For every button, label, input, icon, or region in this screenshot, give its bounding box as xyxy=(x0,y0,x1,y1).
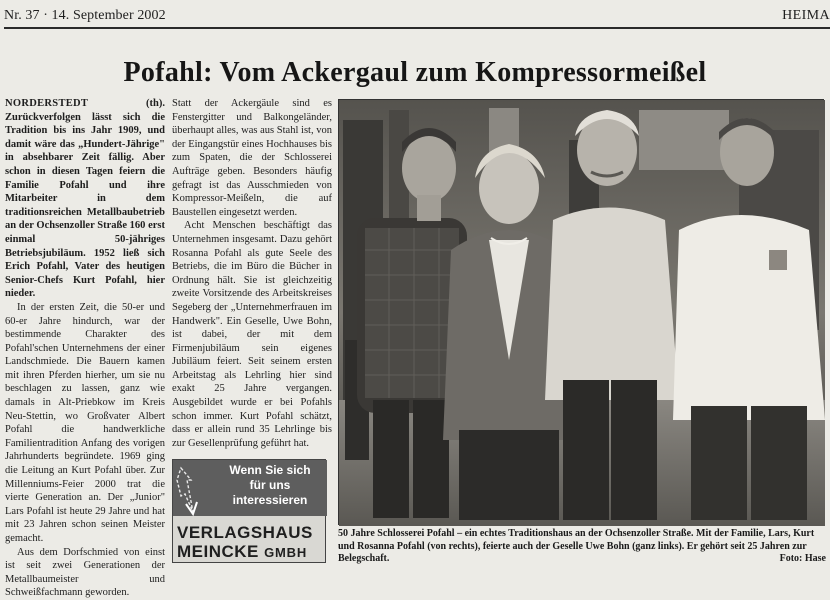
ad-brand-name: MEINCKE xyxy=(177,542,259,561)
arrow-down-icon xyxy=(175,466,213,516)
article-paragraph: Statt der Ackergäule sind es Fenstergitter und Balkongeländer, überhaupt alles, was aus Stahl ist, von der Eingangstür eines Hochhauses bis zum Spaten, die der Schlosserei Aufträge geben. Besonders häufig gefragt ist das Ausschmieden von Kompressor-Meißeln, die auf Baustellen eingesetzt werden. xyxy=(172,98,332,218)
article-paragraph: Acht Menschen beschäftigt das Unternehmen insgesamt. Dazu gehört Rosanna Pofahl als gute Seele des Betriebs, die im Büro die Bücher in Ordnung hält. Sie ist gleichzeitig zweite Vorsitzende des Arbeitskreises Segeberg der „Unternehmerfrauen im Handwerk". Ein Geselle, Uwe Bohn, ist dabei, der mit dem Firmenjubiläum sein eigenes Jubiläum feiert. Seit seinem ersten Arbeitstag als Lehrling hier sind exakt 25 Jahre vergangen. Ausgebildet wurde er bei Pofahls schon immer. Kurt Pofahl schätzt, dass er allein rund 35 Lehrlinge bis zur Gesellenprüfung geführt hat. xyxy=(172,220,332,449)
photo-illustration xyxy=(339,100,825,526)
photo-caption xyxy=(338,528,826,566)
ad-brand-line: VERLAGSHAUS xyxy=(177,523,313,542)
article-paragraph: In der ersten Zeit, die 50-er und 60-er Jahre hindurch, war der bestimmende Charakter des Pofahl'schen Unternehmens der einer Landschmiede. Die Bauern kamen mit ihren Pferden hierher, um sie nu beschlagen zu lassen, ganz wie damals in Alt-Priebkow im Kreis Neu-Stettin, wo Großvater Albert Pofahl die handwerkliche Familientradition Anfang des vorigen Jahrhunderts begründete. 1969 ging die Leitung an Kurt Pofahl über. Zur Millenniums-Feier 2000 trat die vierte Generation an. Der „Junior" Lars Pofahl ist heute 29 Jahre und hat mit 23 Jahren schon seinen Meister gemacht. xyxy=(5,301,165,544)
ad-brand-suffix: GMBH xyxy=(264,545,308,560)
lead-text: (th). Zurückverfolgen lässt sich die Tradition bis ins Jahr 1909, und damit wäre das „Hundert-Jährige" in absehbarer Zeit fällig. Aber schon in diesen Tagen feiern die Familie Pofahl und ihre Mitarbeiter in dem traditionsreichen Metallbaubetrieb an der Ochsenzoller Straße 160 erst einmal 50-jähriges Betriebsjubiläum. 1952 ließ sich Erich Pofahl, Vater des heutigen Senior-Chefs Kurt Pofahl, hier nieder. xyxy=(5,98,165,300)
ad-slogan-line: Wenn Sie sich xyxy=(229,463,311,477)
ad-brand xyxy=(177,523,323,562)
header-rule xyxy=(4,27,830,29)
article-lead xyxy=(5,97,165,301)
ad-slogan-line: für uns xyxy=(249,478,291,492)
ad-slogan xyxy=(217,463,323,508)
section-name: HEIMA xyxy=(782,8,830,23)
advertisement[interactable] xyxy=(172,459,326,563)
issue-info: Nr. 37 · 14. September 2002 xyxy=(4,8,166,23)
article-column-1 xyxy=(5,97,165,600)
article-paragraph: Aus dem Dorfschmied von einst ist seit zwei Generationen der Metallbaumeister und Schweißfachmann geworden. xyxy=(5,546,165,599)
article-column-2 xyxy=(172,97,332,450)
article-headline: Pofahl: Vom Ackergaul zum Kompressormeißel xyxy=(123,57,707,88)
ad-brand-line xyxy=(177,542,323,562)
dateline: NORDERSTEDT xyxy=(5,98,89,109)
photo-credit: Foto: Hase xyxy=(779,553,826,565)
ad-slogan-line: interessieren xyxy=(232,493,308,507)
group-photo xyxy=(338,99,824,525)
caption-text: 50 Jahre Schlosserei Pofahl – ein echtes Traditionshaus an der Ochsenzoller Straße. Mit der Familie, Lars, Kurt und Rosanna Pofahl (von rechts), feierte auch der Geselle Uwe Bohn (ganz links). Er gehört seit 25 Jahren zur Belegschaft. xyxy=(338,528,815,565)
